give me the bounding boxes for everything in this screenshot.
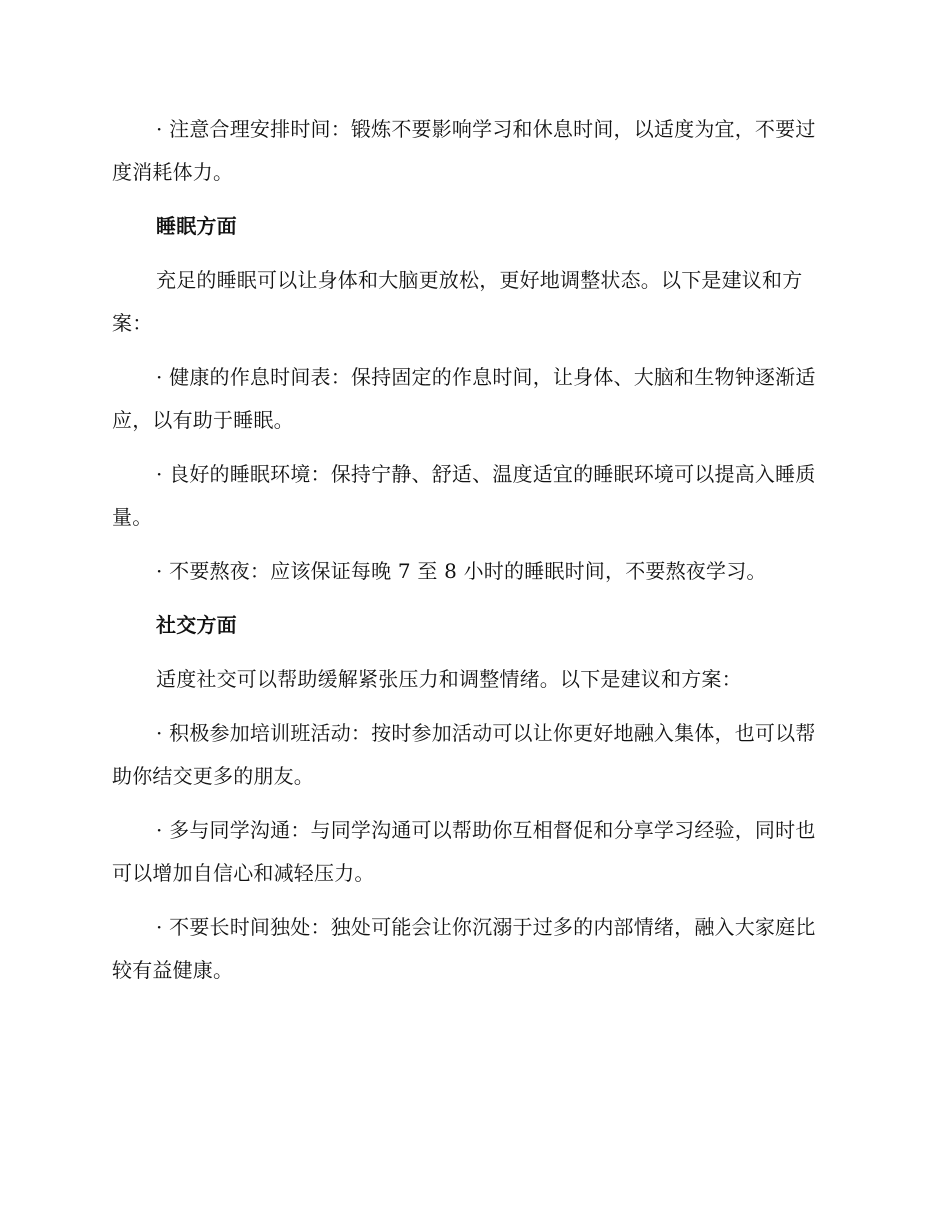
bullet-communicate: · 多与同学沟通：与同学沟通可以帮助你互相督促和分享学习经验，同时也可以增加自信心和减轻压力。: [112, 818, 816, 885]
bullet-time-arrangement: · 注意合理安排时间：锻炼不要影响学习和休息时间，以适度为宜，不要过度消耗体力。: [112, 117, 816, 184]
sleep-intro-paragraph: 充足的睡眠可以让身体和大脑更放松，更好地调整状态。以下是建议和方案：: [112, 268, 803, 335]
bullet-sleep-environment: · 良好的睡眠环境：保持宁静、舒适、温度适宜的睡眠环境可以提高入睡质量。: [112, 462, 816, 529]
bullet-no-late-night: · 不要熬夜：应该保证每晚 7 至 8 小时的睡眠时间，不要熬夜学习。: [156, 559, 767, 583]
section-heading-social: 社交方面: [156, 613, 237, 637]
bullet-avoid-isolation: · 不要长时间独处：独处可能会让你沉溺于过多的内部情绪，融入大家庭比较有益健康。: [112, 915, 816, 982]
section-heading-sleep: 睡眠方面: [156, 214, 237, 238]
bullet-schedule: · 健康的作息时间表：保持固定的作息时间，让身体、大脑和生物钟逐渐适应，以有助于睡眠。: [112, 365, 816, 432]
social-intro-paragraph: 适度社交可以帮助缓解紧张压力和调整情绪。以下是建议和方案：: [156, 667, 742, 691]
bullet-join-activities: · 积极参加培训班活动：按时参加活动可以让你更好地融入集体，也可以帮助你结交更多的朋友。: [112, 721, 816, 788]
document-page: [112, 108, 832, 992]
